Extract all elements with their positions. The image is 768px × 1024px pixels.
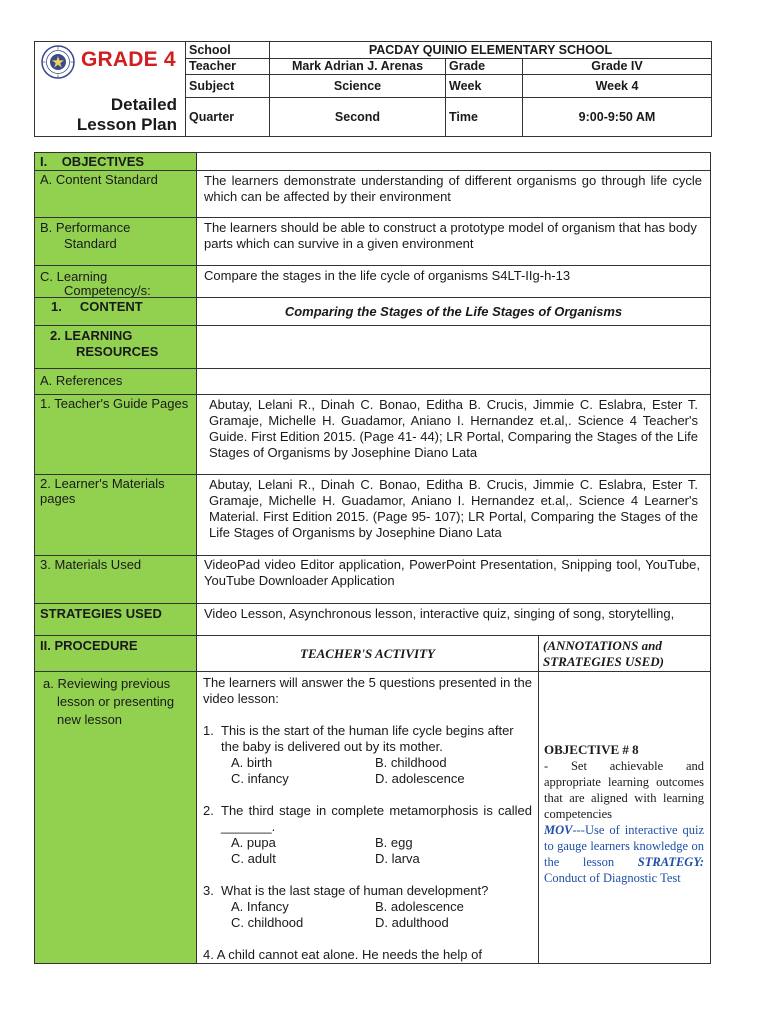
content-title: Comparing the Stages of the Life Stages of Organisms xyxy=(197,298,711,326)
performance-standard-label xyxy=(35,218,197,266)
performance-label-2: Standard xyxy=(64,236,117,251)
time-value: 9:00-9:50 AM xyxy=(523,97,712,136)
question-3-options-row-2 xyxy=(231,915,532,931)
question-1 xyxy=(203,723,532,787)
option: B. adolescence xyxy=(375,899,464,914)
annotation-strategy-label: STRATEGY: xyxy=(637,855,704,869)
question-3-text: What is the last stage of human development? xyxy=(221,883,489,898)
annotations-cell xyxy=(539,672,711,964)
annotation-objective: OBJECTIVE # 8 xyxy=(544,742,639,757)
grade-value: Grade IV xyxy=(523,58,712,75)
question-2-text: The third stage in complete metamorphosis is called _______. xyxy=(221,803,532,834)
objectives-num: I. xyxy=(40,154,48,169)
option: A. pupa xyxy=(231,835,276,850)
week-label: Week xyxy=(446,75,523,98)
subject-label: Subject xyxy=(186,75,270,98)
option: D. adolescence xyxy=(375,771,465,786)
competency-text: Compare the stages in the life cycle of organisms S4LT-IIg-h-13 xyxy=(197,266,711,298)
annotation-strategy-text: Conduct of Diagnostic Test xyxy=(544,871,681,885)
objectives-heading-empty xyxy=(197,153,711,171)
performance-label-1: B. Performance xyxy=(40,220,131,235)
question-2 xyxy=(203,803,532,867)
lesson-plan-title xyxy=(77,95,177,135)
option: D. adulthood xyxy=(375,915,449,930)
subject-value: Science xyxy=(270,75,446,98)
performance-standard-text: The learners should be able to construct a prototype model of organism that has body parts which can survive in a given environment xyxy=(197,218,711,266)
option: A. Infancy xyxy=(231,899,289,914)
week-value: Week 4 xyxy=(523,75,712,98)
competency-label-1: C. Learning xyxy=(40,269,108,284)
teacher-value: Mark Adrian J. Arenas xyxy=(270,58,446,75)
annotation-block xyxy=(544,742,704,886)
references-empty xyxy=(197,369,711,395)
option: C. adult xyxy=(231,851,276,866)
option: C. infancy xyxy=(231,771,289,786)
learner-materials-text: Abutay, Lelani R., Dinah C. Bonao, Editha B. Crucis, Jimmie C. Eslabra, Ester T. Gramaje, Michelle H. Guadamor, Aniano I. Hernandez et.al,. Science 4 Learner's Material. First Edition 2015. (Page 95- 107); LR Portal, Comparing the Stages of the Life Stages of Organisms by Josephine Diano Lata xyxy=(197,475,711,556)
objectives-title: OBJECTIVES xyxy=(61,154,145,169)
teacher-label: Teacher xyxy=(186,58,270,75)
competency-label xyxy=(35,266,197,298)
competency-label-2: Competency/s: xyxy=(64,283,151,298)
content-label-text: CONTENT xyxy=(79,299,143,314)
question-1-options-row-2 xyxy=(231,771,532,787)
references-label: A. References xyxy=(35,369,197,395)
subtitle-line-2: Lesson Plan xyxy=(76,115,177,134)
header-title-block xyxy=(35,42,186,137)
annotation-mov-text: ---Use of interactive quiz to gauge learners knowledge on the lesson xyxy=(544,823,704,869)
question-3-num: 3. xyxy=(203,883,214,898)
question-1-num: 1. xyxy=(203,723,214,738)
grade-title: GRADE 4 xyxy=(81,48,176,71)
objectives-heading xyxy=(35,153,197,171)
resources-label-2: RESOURCES xyxy=(76,344,159,359)
option: C. childhood xyxy=(231,915,304,930)
question-4-partial: 4. A child cannot eat alone. He needs the help of xyxy=(203,947,482,962)
school-value: PACDAY QUINIO ELEMENTARY SCHOOL xyxy=(270,42,712,59)
question-3 xyxy=(203,883,532,931)
learner-materials-label: 2. Learner's Materials pages xyxy=(35,475,197,556)
strategies-label: STRATEGIES USED xyxy=(35,604,197,636)
procedure-intro: The learners will answer the 5 questions presented in the video lesson: xyxy=(203,675,532,706)
deped-seal-icon xyxy=(41,45,75,79)
option: B. childhood xyxy=(375,755,447,770)
content-label xyxy=(35,298,197,326)
option: B. egg xyxy=(375,835,413,850)
question-2-options-row-2 xyxy=(231,851,532,867)
grade-label: Grade xyxy=(446,58,523,75)
subtitle-line-1: Detailed xyxy=(110,95,177,114)
materials-used-text: VideoPad video Editor application, PowerPoint Presentation, Snipping tool, YouTube, YouTube Downloader Application xyxy=(197,556,711,604)
strategies-text: Video Lesson, Asynchronous lesson, interactive quiz, singing of song, storytelling, xyxy=(197,604,711,636)
content-standard-label: A. Content Standard xyxy=(35,171,197,218)
step-a-label xyxy=(35,672,197,964)
teacher-activity-head: TEACHER'S ACTIVITY xyxy=(197,636,539,672)
quarter-label: Quarter xyxy=(186,97,270,136)
teacher-activity-cell xyxy=(197,672,539,964)
school-label: School xyxy=(186,42,270,59)
procedure-label: II. PROCEDURE xyxy=(35,636,197,672)
question-2-options-row-1 xyxy=(231,835,532,851)
annotation-objective-text: - Set achievable and appropriate learning outcomes that are aligned with learning competencies xyxy=(544,759,704,821)
option: A. birth xyxy=(231,755,273,770)
question-1-text: This is the start of the human life cycle begins after the baby is delivered out by its mother. xyxy=(221,723,514,754)
question-3-options-row-1 xyxy=(231,899,532,915)
annotation-mov-label: MOV xyxy=(544,823,573,837)
teacher-guide-label: 1. Teacher's Guide Pages xyxy=(35,395,197,475)
time-label: Time xyxy=(446,97,523,136)
content-standard-text: The learners demonstrate understanding of different organisms go through life cycle which can be affected by their environment xyxy=(197,171,711,218)
option: D. larva xyxy=(375,851,420,866)
teacher-guide-text: Abutay, Lelani R., Dinah C. Bonao, Editha B. Crucis, Jimmie C. Eslabra, Ester T. Gramaje, Michelle H. Guadamor, Aniano I. Hernandez et.al,. Science 4 Teacher's Guide. First Edition 2015. (Page 41- 44); LR Portal, Comparing the Stages of the Life Stages of Organisms by Josephine Diano Lata xyxy=(197,395,711,475)
question-2-num: 2. xyxy=(203,803,214,818)
materials-used-label: 3. Materials Used xyxy=(35,556,197,604)
question-1-options-row-1 xyxy=(231,755,532,771)
quarter-value: Second xyxy=(270,97,446,136)
annotations-head: (ANNOTATIONS and STRATEGIES USED) xyxy=(539,636,711,672)
learning-resources-label xyxy=(35,326,197,369)
content-num: 1. xyxy=(51,299,62,314)
learning-resources-empty xyxy=(197,326,711,369)
step-a-text: a. Reviewing previous lesson or presenting new lesson xyxy=(43,676,175,727)
lesson-plan-table xyxy=(34,152,711,964)
resources-label-1: 2. LEARNING xyxy=(50,328,133,343)
header-table xyxy=(34,41,712,137)
